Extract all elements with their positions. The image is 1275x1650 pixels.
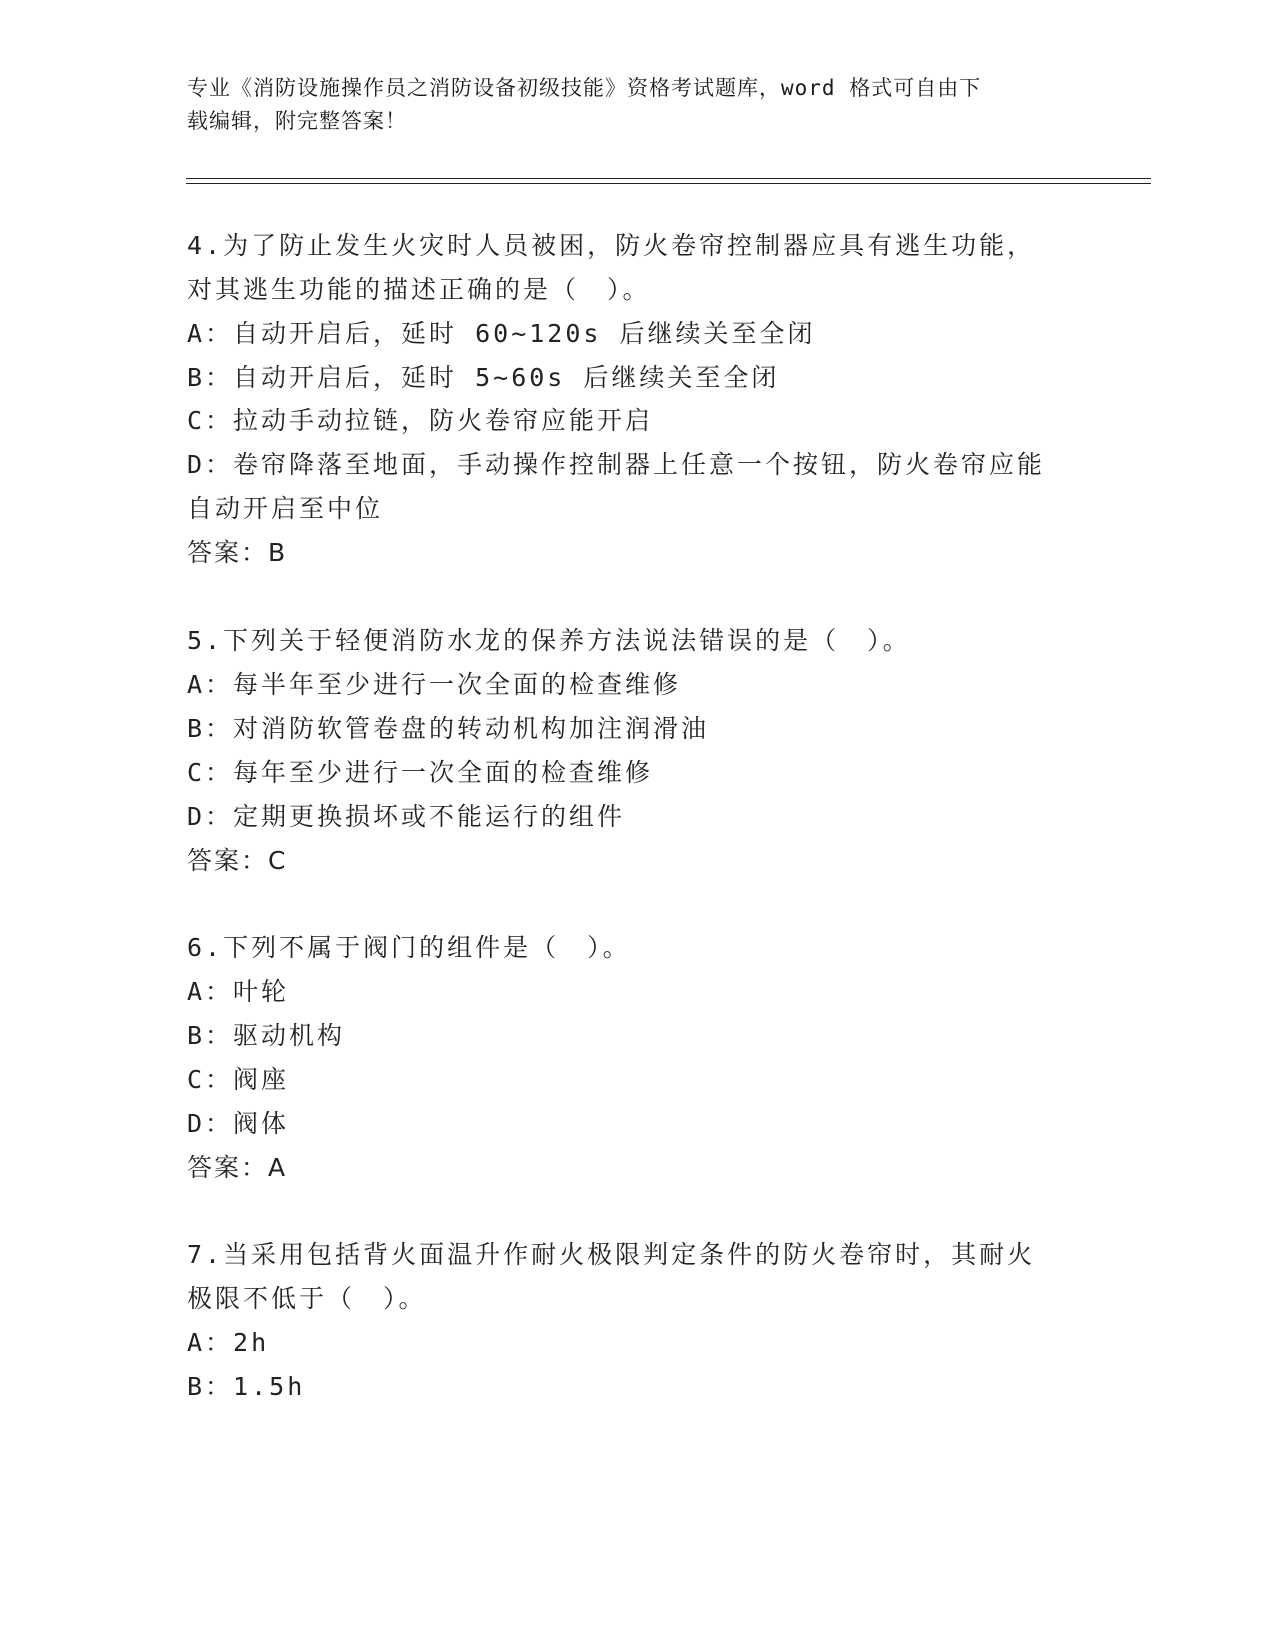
question-4-answer: 答案：B [187, 538, 288, 567]
question-7-stem-line-2: 极限不低于（ ）。 [187, 1284, 427, 1313]
question-5-stem: 5.下列关于轻便消防水龙的保养方法说法错误的是（ ）。 [187, 626, 911, 655]
question-6-option-b: B：驱动机构 [187, 1021, 346, 1050]
question-5-option-b: B：对消防软管卷盘的转动机构加注润滑油 [187, 714, 710, 743]
document-header [187, 72, 1087, 138]
question-6-stem: 6.下列不属于阀门的组件是（ ）。 [187, 933, 631, 962]
question-5-option-c: C：每年至少进行一次全面的检查维修 [187, 758, 654, 787]
question-7-option-b: B：1.5h [187, 1372, 306, 1401]
question-4-option-d-line-1: D：卷帘降落至地面，手动操作控制器上任意一个按钮，防火卷帘应能 [187, 450, 1046, 479]
question-6-option-a: A：叶轮 [187, 977, 290, 1006]
question-6-answer: 答案：A [187, 1153, 288, 1182]
question-5-answer: 答案：C [187, 846, 288, 875]
question-4-option-b: B：自动开启后，延时 5~60s 后继续关至全闭 [187, 363, 780, 392]
header-divider-top [186, 178, 1151, 179]
question-4-option-d-line-2: 自动开启至中位 [187, 494, 384, 523]
question-7-option-a: A：2h [187, 1328, 270, 1357]
question-6-option-c: C：阀座 [187, 1065, 290, 1094]
question-5-option-a: A：每半年至少进行一次全面的检查维修 [187, 670, 682, 699]
question-7-stem-line-1: 7.当采用包括背火面温升作耐火极限判定条件的防火卷帘时，其耐火 [187, 1240, 1036, 1269]
question-6-option-d: D：阀体 [187, 1109, 290, 1138]
question-4-option-c: C：拉动手动拉链，防火卷帘应能开启 [187, 406, 654, 435]
question-4-stem-line-2: 对其逃生功能的描述正确的是（ ）。 [187, 275, 651, 304]
question-5-option-d: D：定期更换损坏或不能运行的组件 [187, 802, 626, 831]
question-4-stem-line-1: 4.为了防止发生火灾时人员被困，防火卷帘控制器应具有逃生功能， [187, 231, 1036, 260]
question-4-option-a: A：自动开启后，延时 60~120s 后继续关至全闭 [187, 319, 816, 348]
header-divider-bottom [186, 183, 1151, 184]
header-line-1: 专业《消防设施操作员之消防设备初级技能》资格考试题库，word 格式可自由下 [187, 76, 982, 100]
header-line-2: 载编辑，附完整答案！ [187, 109, 407, 133]
